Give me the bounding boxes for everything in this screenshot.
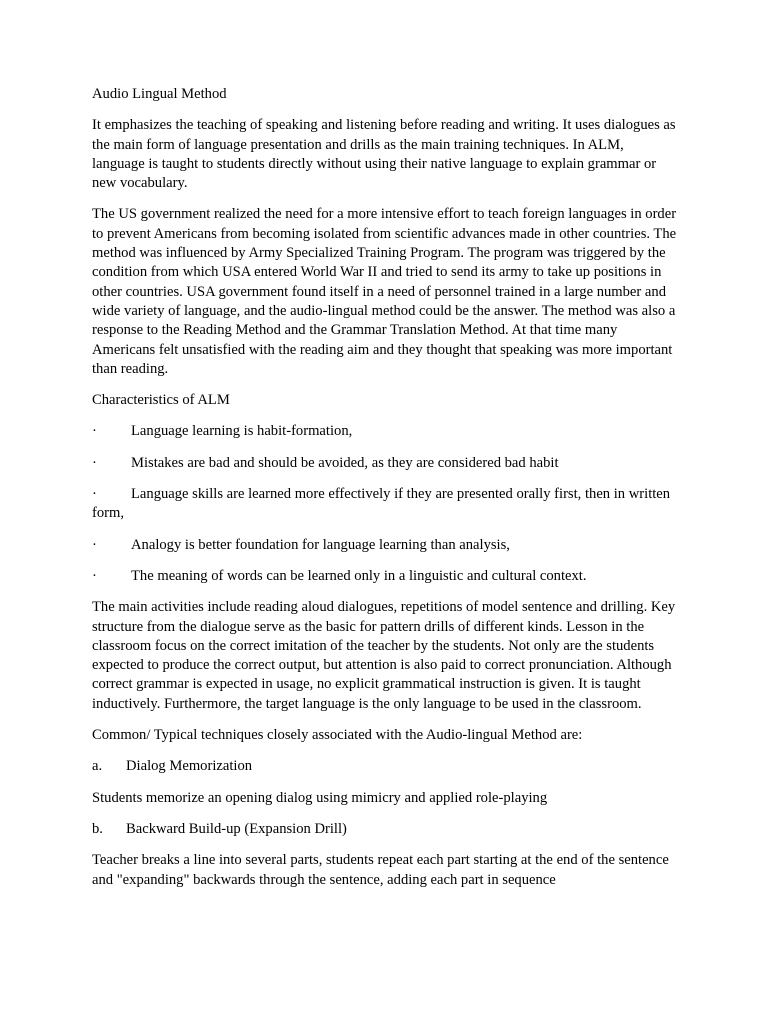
technique-description: Teacher breaks a line into several parts, students repeat each part starting at the end of the sentence and "expanding" backwards through the sentence, adding each part in sequence — [92, 852, 669, 888]
technique-description: Students memorize an opening dialog using mimicry and applied role-playing — [92, 789, 548, 806]
characteristic-item — [92, 422, 678, 441]
techniques-intro: Common/ Typical techniques closely associated with the Audio-lingual Method are: — [92, 727, 583, 744]
characteristic-text: Analogy is better foundation for language learning than analysis, — [131, 536, 510, 553]
characteristic-item — [92, 485, 678, 524]
technique-heading — [92, 820, 678, 839]
bullet-marker: · — [92, 454, 97, 471]
bullet-marker: · — [92, 536, 97, 553]
characteristic-text: Mistakes are bad and should be avoided, as they are considered bad habit — [131, 454, 559, 471]
bullet-marker: · — [92, 423, 97, 440]
characteristic-item — [92, 567, 678, 586]
bullet-marker: · — [92, 486, 97, 503]
activities-paragraph: The main activities include reading aloud dialogues, repetitions of model sentence and drilling. Key structure from the dialogue serve as the basic for pattern drills of different kinds. Lesson in the classroom focus on the correct imitation of the teacher by the students. Not only are the students expected to produce the correct output, but attention is also paid to correct pronunciation. Although correct grammar is expected in usage, no explicit grammatical instruction is given. It is taught inductively. Furthermore, the target language is the only language to be used in the classroom. — [92, 599, 676, 712]
characteristic-text: Language skills are learned more effectively if they are presented orally first, then in written form, — [92, 486, 671, 522]
technique-heading — [92, 757, 678, 776]
intro-paragraph: It emphasizes the teaching of speaking and listening before reading and writing. It uses dialogues as the main form of language presentation and drills as the main training techniques. In ALM, language is taught to students directly without using their native language to explain grammar or new vocabulary. — [92, 117, 676, 192]
technique-name: Backward Build-up (Expansion Drill) — [126, 820, 347, 837]
document-title: Audio Lingual Method — [92, 86, 227, 102]
bullet-marker: · — [92, 567, 97, 584]
characteristic-text: The meaning of words can be learned only in a linguistic and cultural context. — [131, 567, 587, 584]
characteristic-text: Language learning is habit-formation, — [131, 423, 353, 440]
technique-marker: b. — [92, 820, 103, 837]
technique-marker: a. — [92, 758, 103, 775]
history-paragraph: The US government realized the need for a more intensive effort to teach foreign languages in order to prevent Americans from becoming isolated from scientific advances made in other countries. The method was influenced by Army Specialized Training Program. The program was triggered by the condition from which USA entered World War II and tried to send its army to take up positions in other countries. USA government found itself in a need of personnel trained in a large number and wide variety of language, and the audio-lingual method could be the answer. The method was also a response to the Reading Method and the Grammar Translation Method. At that time many Americans felt unsatisfied with the reading aim and they thought that speaking was more important than reading. — [92, 206, 677, 377]
characteristic-item — [92, 536, 678, 555]
technique-name: Dialog Memorization — [126, 758, 253, 775]
characteristics-heading: Characteristics of ALM — [92, 392, 230, 409]
characteristic-item — [92, 454, 678, 473]
